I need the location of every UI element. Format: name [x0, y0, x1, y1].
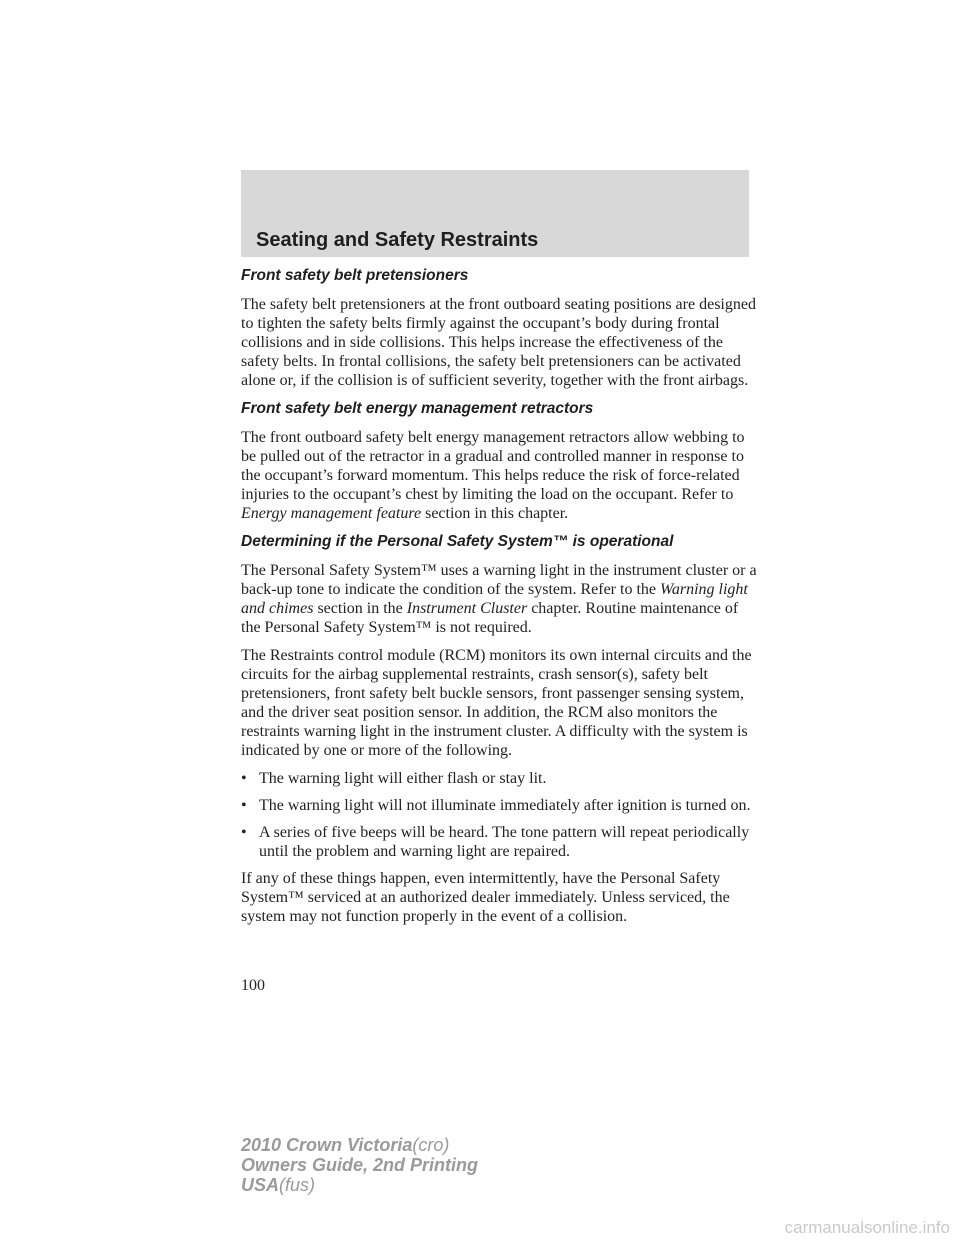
paragraph-text: The Personal Safety System™ uses a warning light in the instrument cluster or a back-up tone to indicate the condition of the system. Refer to the [241, 562, 757, 598]
heading-energy-retractors: Front safety belt energy management retractors [241, 400, 594, 417]
bullet-icon: • [241, 824, 247, 841]
paragraph-pretensioners: The safety belt pretensioners at the front outboard seating positions are designed to tighten the safety belts firmly against the occupant’s body during frontal collisions and in side collisions. This helps increase the effectiveness of the safety belts. In frontal collisions, the safety belt pretensioners can be activated alone or, if the collision is of sufficient severity, together with the front airbags. [241, 296, 756, 389]
list-item [241, 796, 757, 815]
page-number: 100 [241, 977, 265, 994]
paragraph-warning-light [241, 561, 757, 637]
paragraph-energy-retractors [241, 428, 757, 523]
heading-pretensioners: Front safety belt pretensioners [241, 267, 469, 284]
bullet-icon: • [241, 770, 247, 787]
cross-reference-link[interactable]: Warning light and chimes [241, 581, 748, 617]
list-item-text: The warning light will not illuminate immediately after ignition is turned on. [259, 797, 751, 814]
footer-publication-info [241, 1135, 478, 1195]
list-item-text: A series of five beeps will be heard. The tone pattern will repeat periodically until the problem and warning light are repaired. [259, 824, 750, 860]
cross-reference-link[interactable]: Instrument Cluster [406, 600, 528, 617]
cross-reference-link[interactable]: Energy management feature [241, 505, 422, 522]
footer-model-code: (cro) [412, 1135, 450, 1155]
paragraph-text: section in the [317, 600, 403, 617]
list-item [241, 769, 757, 788]
page-content [241, 266, 757, 935]
paragraph-text: section in this chapter. [425, 505, 569, 522]
paragraph-service: If any of these things happen, even intermittently, have the Personal Safety System™ serviced at an authorized dealer immediately. Unless serviced, the system may not function properly in the event of a collision. [241, 870, 730, 925]
footer-model: 2010 Crown Victoria [241, 1135, 413, 1155]
watermark: carmanualsonline.info [784, 1218, 950, 1237]
footer-printing: Owners Guide, 2nd Printing [241, 1155, 479, 1175]
paragraph-rcm: The Restraints control module (RCM) monitors its own internal circuits and the circuits for the airbag supplemental restraints, crash sensor(s), safety belt pretensioners, front safety belt buckle sensors, front passenger sensing system, and the driver seat position sensor. In addition, the RCM also monitors the restraints warning light in the instrument cluster. A difficulty with the system is indicated by one or more of the following. [241, 647, 752, 759]
paragraph-text: chapter. Routine maintenance of the Personal Safety System™ is not required. [241, 600, 739, 636]
paragraph-text: The front outboard safety belt energy management retractors allow webbing to be pulled out of the retractor in a gradual and controlled manner in response to the occupant’s forward momentum. This helps reduce the risk of force-related injuries to the occupant’s chest by limiting the load on the occupant. Refer to [241, 429, 745, 503]
footer-market: USA [241, 1175, 280, 1195]
heading-system-operational: Determining if the Personal Safety System™ is operational [241, 533, 674, 550]
section-title: Seating and Safety Restraints [256, 229, 539, 251]
bullet-icon: • [241, 797, 247, 814]
list-item-text: The warning light will either flash or stay lit. [259, 770, 547, 787]
footer-market-code: (fus) [279, 1175, 316, 1195]
list-item [241, 823, 757, 861]
